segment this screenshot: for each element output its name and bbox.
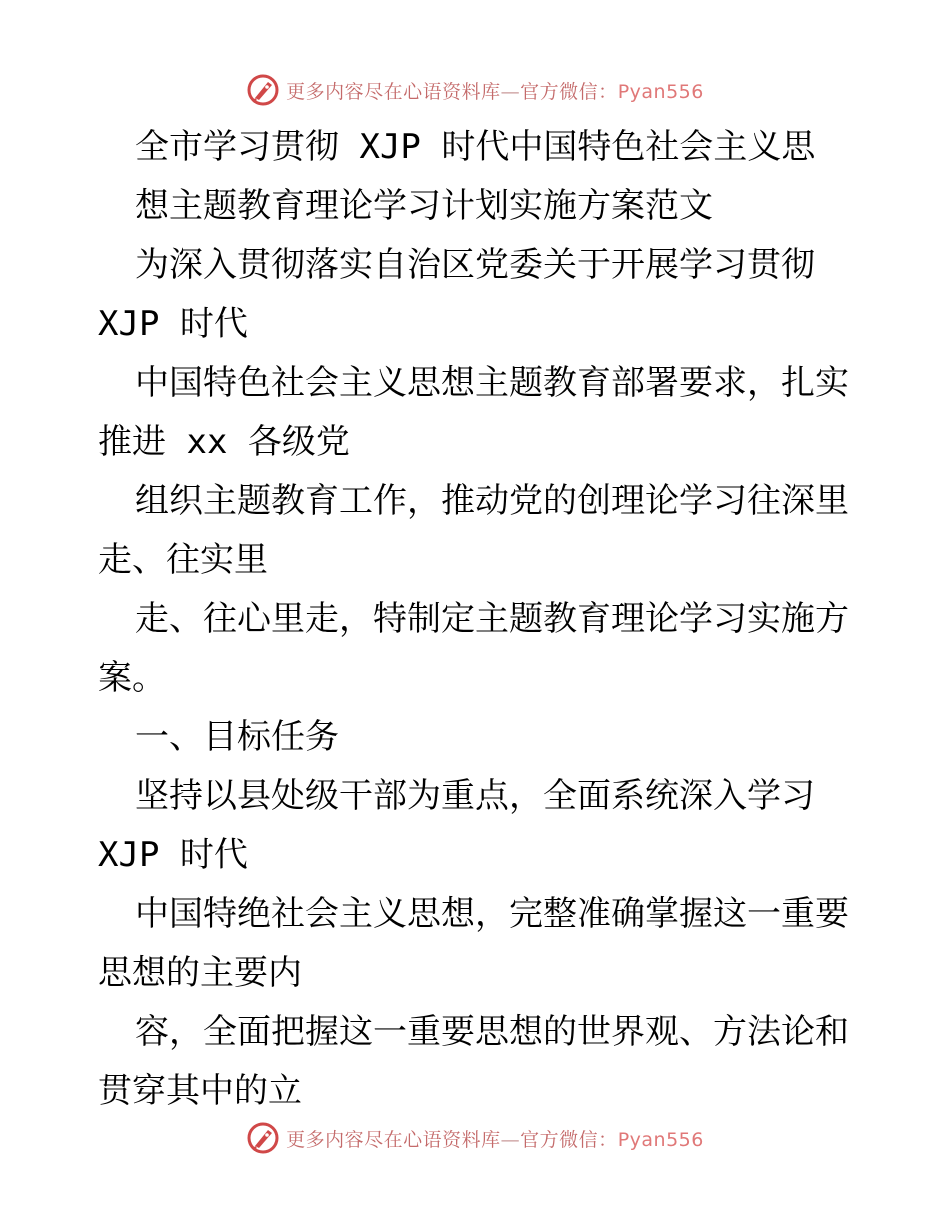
- banner-separator: —: [500, 1128, 521, 1151]
- paragraph-line: 中国特色社会主义思想主题教育部署要求，扎实: [135, 363, 849, 403]
- banner-site-text: 更多内容尽在心语资料库: [286, 1128, 501, 1151]
- banner-separator: —: [500, 80, 521, 103]
- pen-nib-logo-icon: [246, 73, 280, 107]
- footer-banner: [0, 1118, 950, 1158]
- paragraph-line: XJP 时代: [98, 304, 248, 344]
- paragraph-line: 容，全面把握这一重要思想的世界观、方法论和: [135, 1012, 849, 1052]
- paragraph-line: 走、往实里: [98, 540, 268, 580]
- paragraph-line: 坚持以县处级干部为重点，全面系统深入学习: [135, 776, 815, 816]
- banner-wechat-account: Pyan556: [617, 80, 704, 103]
- paragraph-line: 为深入贯彻落实自治区党委关于开展学习贯彻: [135, 245, 815, 285]
- paragraph-line: XJP 时代: [98, 835, 248, 875]
- title-line-2: 想主题教育理论学习计划实施方案范文: [135, 186, 713, 226]
- banner-wechat-account: Pyan556: [617, 1128, 704, 1151]
- paragraph-line: 中国特绝社会主义思想，完整准确掌握这一重要: [135, 894, 849, 934]
- paragraph-line: 思想的主要内: [98, 953, 302, 993]
- header-banner: [0, 70, 950, 110]
- section-heading: 一、目标任务: [135, 717, 339, 757]
- banner-site-text: 更多内容尽在心语资料库: [286, 80, 501, 103]
- banner-wechat-label: 官方微信：: [520, 1128, 618, 1151]
- paragraph-line: 组织主题教育工作，推动党的创理论学习往深里: [135, 481, 849, 521]
- paragraph-line: 案。: [98, 658, 166, 698]
- document-body: [98, 118, 858, 1121]
- pen-nib-logo-icon: [246, 1121, 280, 1155]
- paragraph-line: 走、往心里走，特制定主题教育理论学习实施方: [135, 599, 849, 639]
- paragraph-line: 推进 xx 各级党: [98, 422, 350, 462]
- paragraph-line: 贯穿其中的立: [98, 1071, 302, 1111]
- banner-wechat-label: 官方微信：: [520, 80, 618, 103]
- title-line-1: 全市学习贯彻 XJP 时代中国特色社会主义思: [135, 127, 816, 167]
